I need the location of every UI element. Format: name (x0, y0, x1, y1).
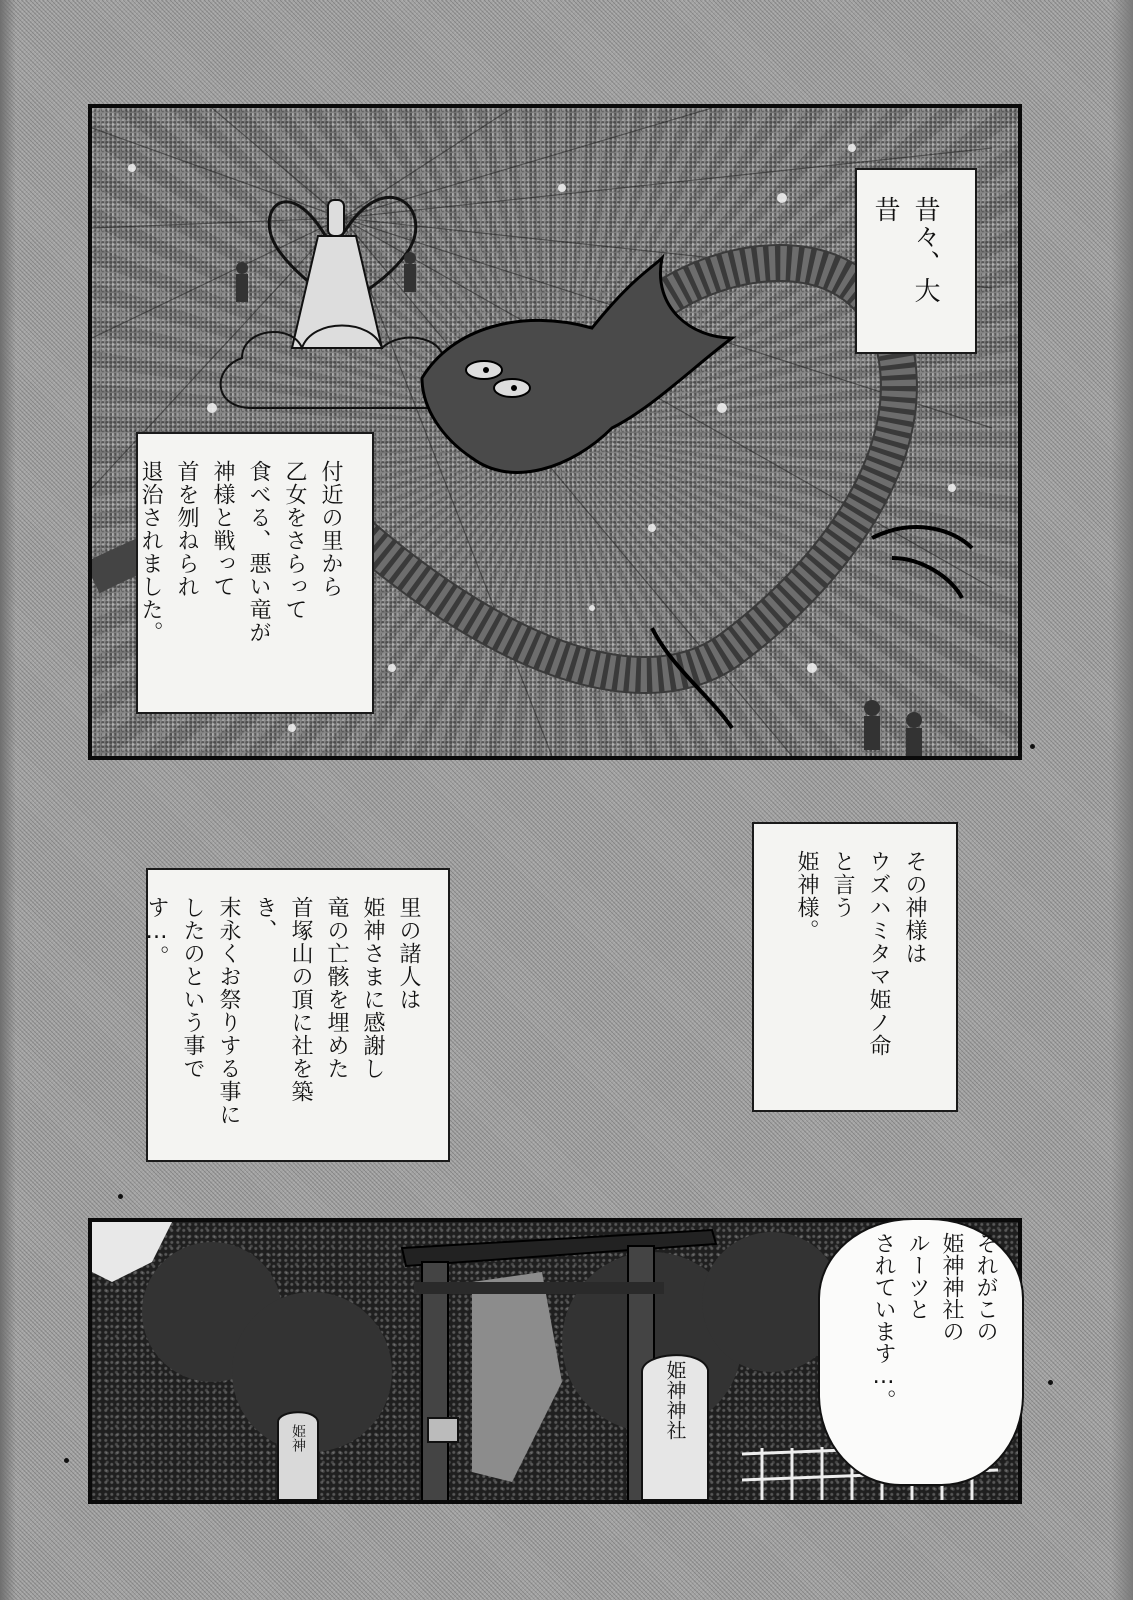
registration-dot (118, 1194, 123, 1199)
path-light (472, 1272, 562, 1482)
caption-long-ago: 昔々、大昔 (855, 168, 977, 354)
caption-villagers: 里の諸人は 姫神さまに感謝し 竜の亡骸を埋めた 首塚山の頂に社を築き、 末永くお祭りする事に したのという事です…。 (146, 868, 450, 1162)
scan-edge-right (1111, 0, 1133, 1600)
signboard (428, 1418, 458, 1442)
speech-balloon-text: それがこの 姫神神社の ルーツと されています…。 (871, 1232, 998, 1411)
caption-goddess-name: その神様は ウズハミタマ姫ノ命 と言う 姫神様。 (752, 822, 958, 1112)
caption-legend: 付近の里から 乙女をさらって 食べる、悪い竜が 神様と戦って 首を刎ねられ 退治されました。 (136, 432, 374, 714)
registration-dot (64, 1458, 69, 1463)
small-stone-text: 姫神 (290, 1424, 306, 1452)
shrine-stone-text: 姫神神社 (663, 1360, 687, 1440)
registration-dot (1048, 1380, 1053, 1385)
registration-dot (1030, 744, 1035, 749)
scan-edge-left (0, 0, 16, 1600)
